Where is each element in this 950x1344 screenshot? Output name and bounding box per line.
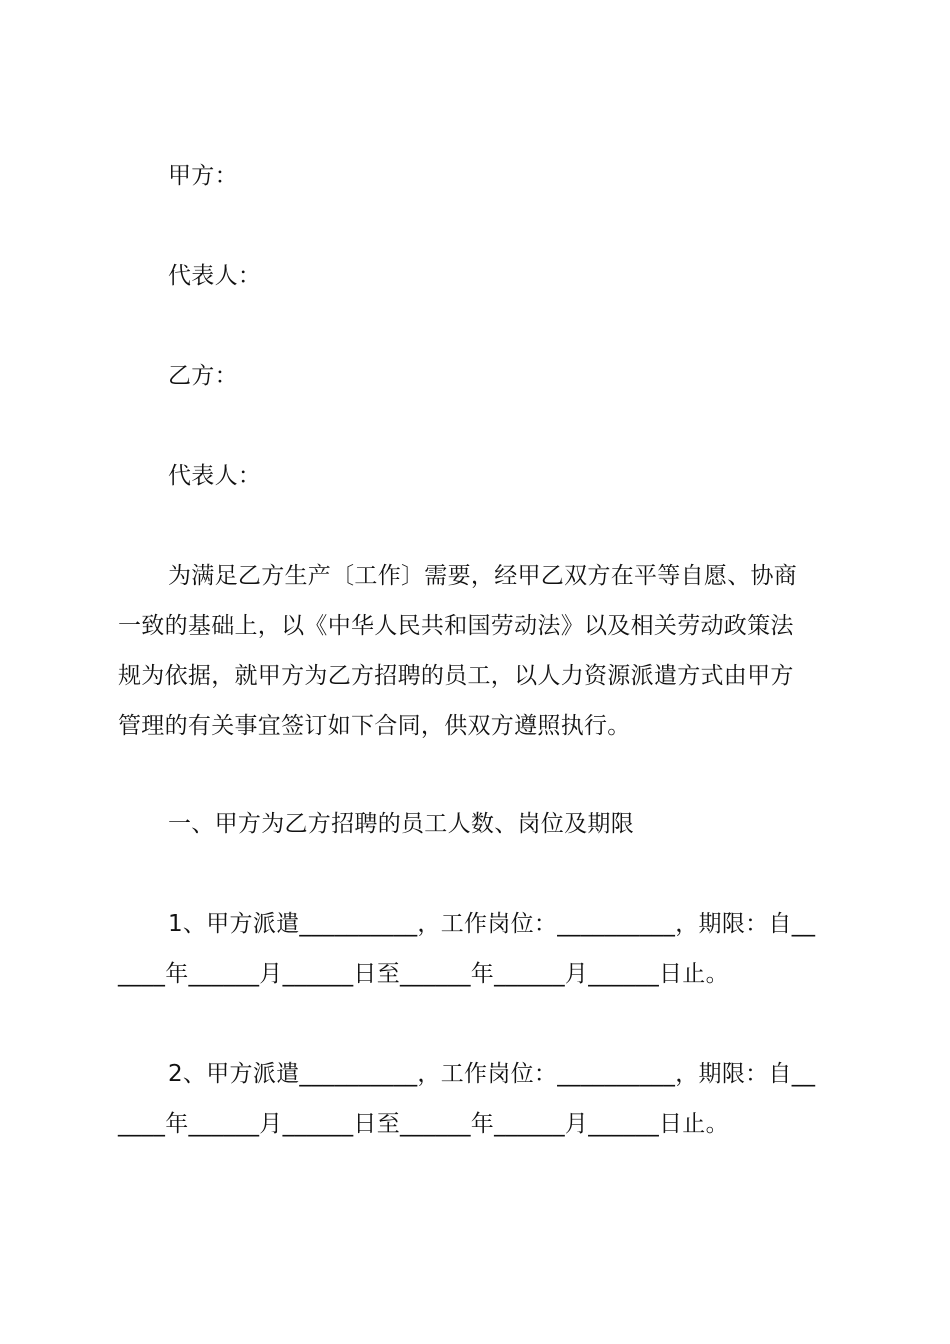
party-b-representative-label: 代表人：: [168, 463, 262, 489]
party-a-representative-label: 代表人：: [168, 263, 262, 289]
clause-2-line-1: 2、甲方派遣__________，工作岗位：__________，期限：自__: [168, 1061, 816, 1087]
clause-1-line-2: ____年______月______日至______年______月______日止。: [118, 961, 729, 987]
party-a-label: 甲方：: [168, 163, 238, 189]
clause-1-line-1: 1、甲方派遣__________，工作岗位：__________，期限：自__: [168, 911, 816, 937]
intro-paragraph-line-3: 规为依据，就甲方为乙方招聘的员工，以人力资源派遣方式由甲方: [118, 663, 794, 689]
clause-2-line-2: ____年______月______日至______年______月______日止。: [118, 1111, 729, 1137]
intro-paragraph-line-1: 为满足乙方生产〔工作〕需要，经甲乙双方在平等自愿、协商: [168, 563, 798, 589]
section-1-heading: 一、甲方为乙方招聘的员工人数、岗位及期限: [168, 811, 634, 837]
intro-paragraph-line-2: 一致的基础上，以《中华人民共和国劳动法》以及相关劳动政策法: [118, 613, 794, 639]
intro-paragraph-line-4: 管理的有关事宜签订如下合同，供双方遵照执行。: [118, 713, 631, 739]
party-b-label: 乙方：: [168, 363, 238, 389]
